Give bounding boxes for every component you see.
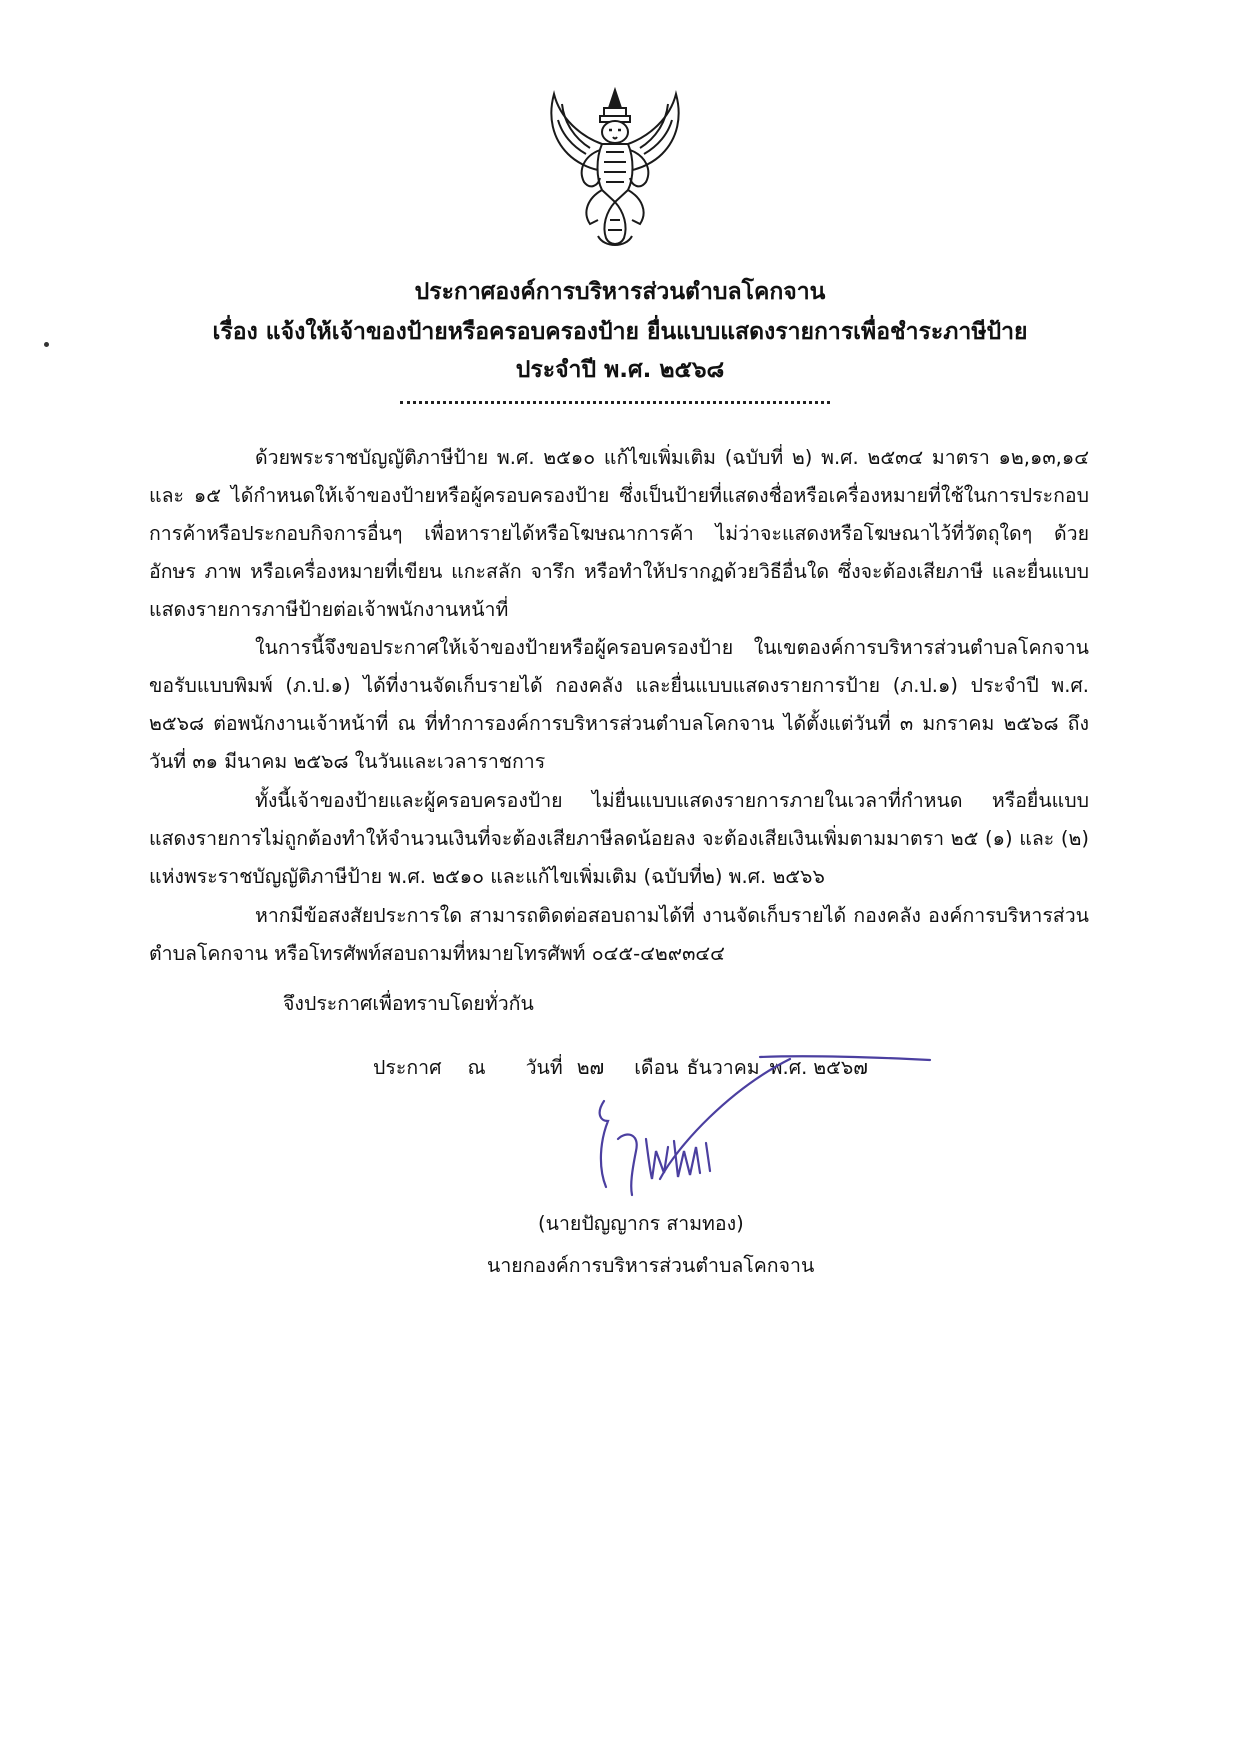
signer-title: นายกองค์การบริหารส่วนตำบลโคกจาน [487, 1254, 815, 1277]
closing-statement: จึงประกาศเพื่อทราบโดยทั่วกัน [283, 992, 534, 1015]
body-paragraph: หากมีข้อสงสัยประการใด สามารถติดต่อสอบถามได้ที่ งานจัดเก็บรายได้ กองคลัง องค์การบริหารส่วนตำบลโคกจาน หรือโทรศัพท์สอบถามที่หมายโทรศัพท์ ๐๔๕-๔๒๙๓๔๔ [149, 904, 1089, 965]
garuda-emblem-icon [540, 86, 690, 256]
date-year: ๒๕๖๗ [813, 1056, 868, 1079]
date-announced-label: ประกาศ [373, 1056, 442, 1079]
body-paragraph: ด้วยพระราชบัญญัติภาษีป้าย พ.ศ. ๒๕๑๐ แก้ไขเพิ่มเติม (ฉบับที่ ๒) พ.ศ. ๒๕๓๔ มาตรา ๑๒,๑๓,๑๔ และ ๑๕ ได้กำหนดให้เจ้าของป้ายหรือผู้ครอบครองป้าย ซึ่งเป็นป้ายที่แสดงชื่อหรือเครื่องหมายที่ใช้ในการประกอบการค้าหรือประกอบกิจการอื่นๆ เพื่อหารายได้หรือโฆษณาการค้า ไม่ว่าจะแสดงหรือโฆษณาไว้ที่วัตถุใดๆ ด้วยอักษร ภาพ หรือเครื่องหมายที่เขียน แกะสลัก จารึก หรือทำให้ปรากฏด้วยวิธีอื่นใด ซึ่งจะต้องเสียภาษี และยื่นแบบแสดงรายการภาษีป้ายต่อเจ้าพนักงานหน้าที่ [149, 446, 1089, 621]
date-month: ธันวาคม [686, 1056, 760, 1079]
date-day-label: วันที่ [525, 1056, 563, 1079]
signer-name: (นายปัญญากร สามทอง) [538, 1212, 744, 1235]
date-year-label: พ.ศ. [769, 1056, 808, 1079]
body-paragraph: ทั้งนี้เจ้าของป้ายและผู้ครอบครองป้าย ไม่ยื่นแบบแสดงรายการภายในเวลาที่กำหนด หรือยื่นแบบแสดงรายการไม่ถูกต้องทำให้จำนวนเงินที่จะต้องเสียภาษีลดน้อยลง จะต้องเสียเงินเพิ่มตามมาตรา ๒๕ (๑) และ (๒) แห่งพระราชบัญญัติภาษีป้าย พ.ศ. ๒๕๑๐ และแก้ไขเพิ่มเติม (ฉบับที่๒) พ.ศ. ๒๕๖๖ [149, 789, 1089, 888]
announcement-subject: เรื่อง แจ้งให้เจ้าของป้ายหรือครอบครองป้าย ยื่นแบบแสดงรายการเพื่อชำระภาษีป้าย [212, 319, 1028, 345]
body-paragraph: ในการนี้จึงขอประกาศให้เจ้าของป้ายหรือผู้ครอบครองป้าย ในเขตองค์การบริหารส่วนตำบลโคกจาน ขอรับแบบพิมพ์ (ภ.ป.๑) ได้ที่งานจัดเก็บรายได้ กองคลัง และยื่นแบบแสดงรายการป้าย (ภ.ป.๑) ประจำปี พ.ศ. ๒๕๖๘ ต่อพนักงานเจ้าหน้าที่ ณ ที่ทำการองค์การบริหารส่วนตำบลโคกจาน ได้ตั้งแต่วันที่ ๓ มกราคม ๒๕๖๘ ถึง วันที่ ๓๑ มีนาคม ๒๕๖๘ ในวันและเวลาราชการ [149, 636, 1089, 773]
scan-speck [44, 342, 49, 347]
handwritten-signature [560, 1055, 940, 1225]
date-month-label: เดือน [634, 1056, 679, 1079]
date-at-label: ณ [467, 1056, 486, 1079]
announcement-title: ประกาศองค์การบริหารส่วนตำบลโคกจาน [414, 279, 826, 305]
date-day: ๒๗ [576, 1056, 605, 1079]
announcement-year-line: ประจำปี พ.ศ. ๒๕๖๘ [515, 357, 725, 383]
dotted-divider [400, 398, 830, 404]
